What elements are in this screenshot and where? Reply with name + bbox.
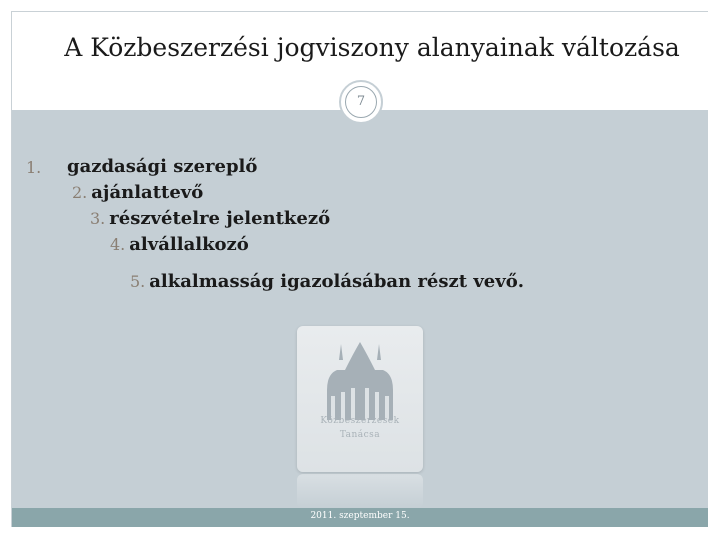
- page-number: 7: [345, 86, 377, 118]
- footer-date: 2011. szeptember 15.: [310, 511, 410, 521]
- list-item: [130, 271, 524, 292]
- list-item: [90, 208, 330, 229]
- page-number-badge: [339, 80, 383, 124]
- list-item-label: részvételre jelentkező: [109, 208, 331, 229]
- list-number: 4.: [110, 235, 126, 254]
- logo-reflection: [297, 474, 423, 508]
- parliament-dome-icon: [297, 340, 423, 420]
- list-item-label: gazdasági szereplő: [67, 156, 258, 177]
- logo-text-line2: Tanácsa: [339, 430, 381, 440]
- list-item: [67, 156, 257, 177]
- list-item: [72, 182, 203, 203]
- list-number: 2.: [72, 183, 88, 202]
- list-number: 5.: [130, 272, 146, 291]
- list-number: 3.: [90, 209, 106, 228]
- list-item-label: alkalmasság igazolásában részt vevő.: [149, 271, 524, 292]
- list-number: 1.: [26, 158, 42, 177]
- list-item-label: ajánlattevő: [91, 182, 204, 203]
- footer-bar: [12, 508, 708, 527]
- list-item: [110, 234, 249, 255]
- logo-text-line1: Közbeszerzések: [320, 416, 400, 426]
- slide-title: A Közbeszerzési jogviszony alanyainak változása: [64, 33, 680, 62]
- kozbeszerzesek-tanacsa-logo: [297, 326, 423, 472]
- list-item-label: alvállalkozó: [129, 234, 249, 255]
